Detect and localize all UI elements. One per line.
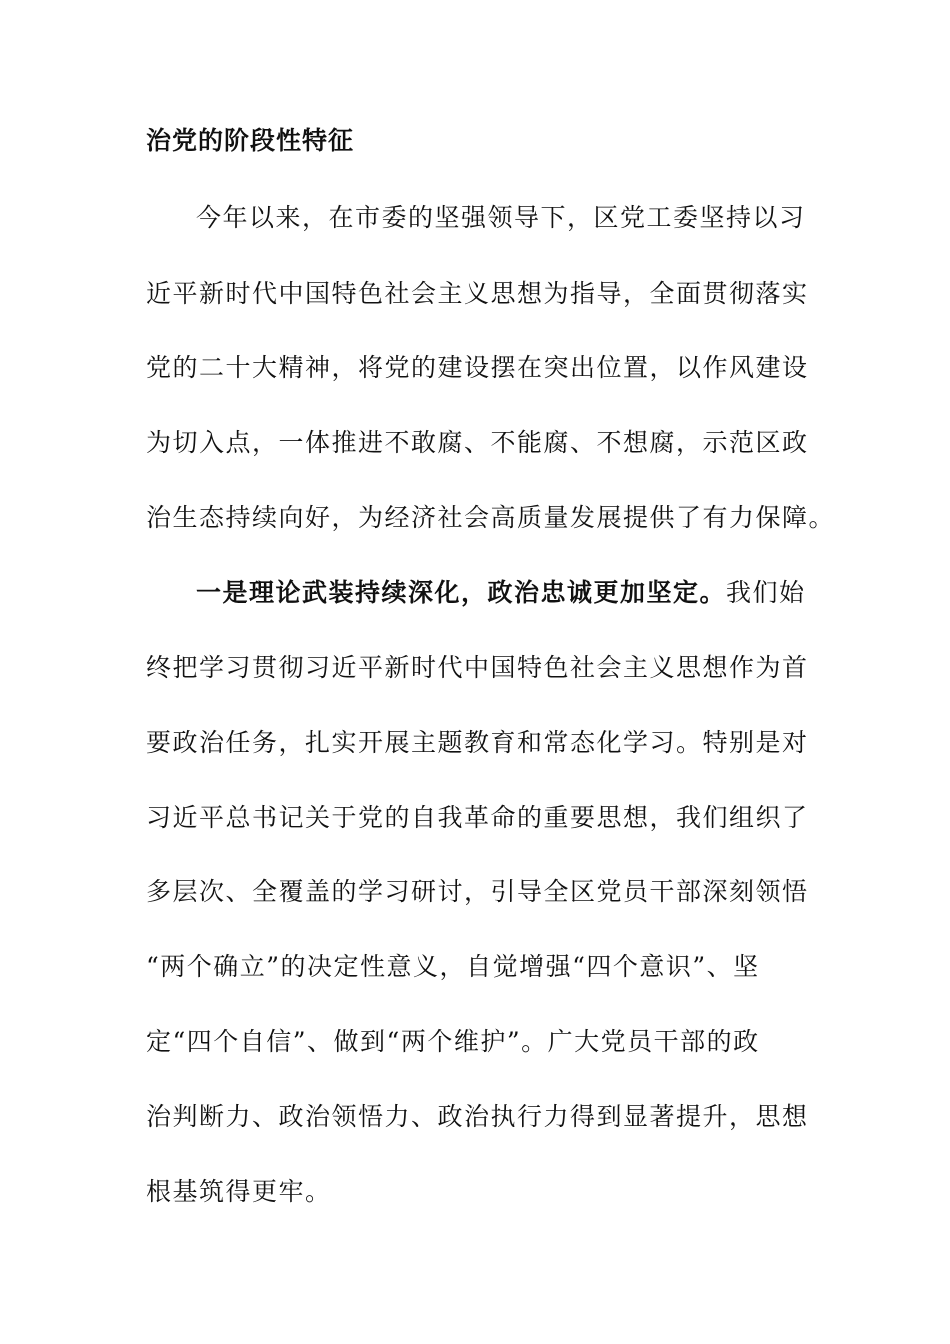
paragraph-2-line-5: 多层次、全覆盖的学习研讨，引导全区党员干部深刻领悟 (146, 877, 809, 906)
paragraph-1-line-5: 治生态持续向好，为经济社会高质量发展提供了有力保障。 (146, 503, 836, 532)
paragraph-2-line-3: 要政治任务，扎实开展主题教育和常态化学习。特别是对 (146, 728, 809, 757)
paragraph-2-lead-bold: 一是理论武装持续深化，政治忠诚更加坚定。 (196, 578, 727, 607)
paragraph-2-line-1 (196, 578, 806, 608)
paragraph-2-line-4: 习近平总书记关于党的自我革命的重要思想，我们组织了 (146, 803, 809, 832)
paragraph-2-lead-rest: 我们始 (726, 578, 806, 607)
paragraph-1-line-3: 党的二十大精神，将党的建设摆在突出位置，以作风建设 (146, 353, 809, 382)
section-heading: 治党的阶段性特征 (146, 126, 355, 155)
paragraph-1-line-4: 为切入点，一体推进不敢腐、不能腐、不想腐，示范区政 (146, 428, 809, 457)
paragraph-1-line-1: 今年以来，在市委的坚强领导下，区党工委坚持以习 (196, 203, 806, 232)
paragraph-1-line-2: 近平新时代中国特色社会主义思想为指导，全面贯彻落实 (146, 279, 809, 308)
paragraph-2-line-8: 治判断力、政治领悟力、政治执行力得到显著提升，思想 (146, 1102, 809, 1131)
paragraph-2-line-7: 定“四个自信”、做到“两个维护”。广大党员干部的政 (146, 1027, 760, 1056)
paragraph-2-line-2: 终把学习贯彻习近平新时代中国特色社会主义思想作为首 (146, 653, 809, 682)
paragraph-2-line-6: “两个确立”的决定性意义，自觉增强“四个意识”、坚 (146, 952, 760, 981)
paragraph-2-line-9: 根基筑得更牢。 (146, 1177, 332, 1206)
